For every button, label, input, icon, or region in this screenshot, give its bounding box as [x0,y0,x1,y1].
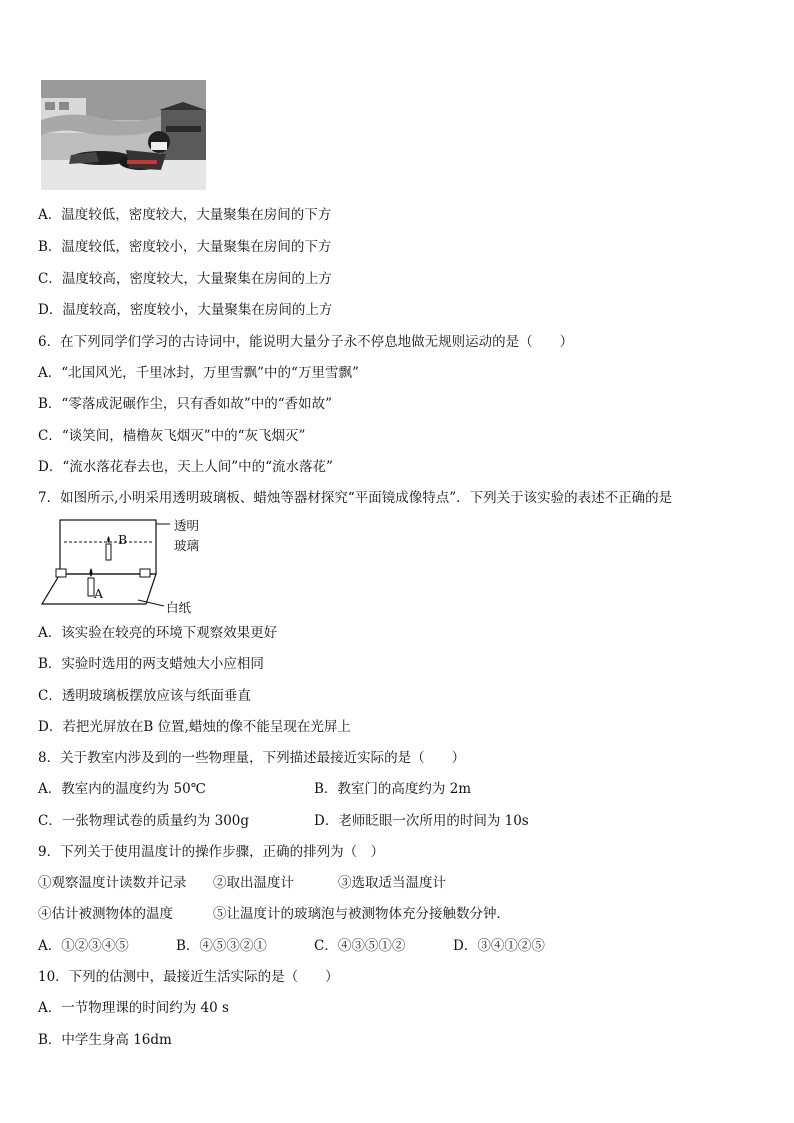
q8-option-d: D．老师眨眼一次所用的时间为 10s [314,813,529,829]
q9-step-3: ③选取适当温度计 [338,875,446,891]
q10-stem: 10．下列的估测中，最接近生活实际的是（ ） [38,969,339,985]
q7-stem: 7．如图所示,小明采用透明玻璃板、蜡烛等器材探究“平面镜成像特点”．下列关于该实验的表述不正确的是 [38,490,673,506]
q6-option-a: A．“北国风光，千里冰封，万里雪飘”中的“万里雪飘” [38,365,359,381]
q10-option-a: A．一节物理课的时间约为 40 s [38,1000,229,1016]
q7-option-a: A．该实验在较亮的环境下观察效果更好 [38,625,278,641]
label-transparent: 透明 [174,518,200,533]
q9-option-a: A．①②③④⑤ [38,938,129,954]
q7-option-d: D．若把光屏放在B 位置,蜡烛的像不能呈现在光屏上 [38,719,351,735]
label-white-paper: 白纸 [166,600,192,615]
q8-stem: 8．关于教室内涉及到的一些物理量，下列描述最接近实际的是（ ） [38,750,466,766]
q6-option-b: B．“零落成泥碾作尘，只有香如故”中的“香如故” [38,396,333,412]
q6-stem: 6．在下列同学们学习的古诗词中，能说明大量分子永不停息地做无规则运动的是（ ） [38,334,574,350]
q7-option-c: C．透明玻璃板摆放应该与纸面垂直 [38,688,251,704]
q6-option-d: D．“流水落花春去也，天上人间”中的“流水落花” [38,459,333,475]
label-a: A [94,586,104,601]
q9-step-1: ①观察温度计读数并记录 [38,875,187,891]
q6-option-c: C．“谈笑间，樯橹灰飞烟灭”中的“灰飞烟灭” [38,428,306,444]
q10-option-b: B．中学生身高 16dm [38,1032,172,1048]
q5-option-d: D．温度较高，密度较小，大量聚集在房间的上方 [38,302,333,318]
q9-step-5: ⑤让温度计的玻璃泡与被测物体充分接触数分钟． [213,906,510,922]
q8-option-a: A．教室内的温度约为 50℃ [38,781,206,797]
q8-option-b: B．教室门的高度约为 2m [314,781,472,797]
q7-option-b: B．实验时选用的两支蜡烛大小应相同 [38,656,264,672]
label-b: B [118,532,128,547]
q9-stem: 9．下列关于使用温度计的操作步骤，正确的排列为（ ） [38,844,385,860]
q5-option-b: B．温度较低，密度较小，大量聚集在房间的下方 [38,239,332,255]
q5-option-c: C．温度较高，密度较大，大量聚集在房间的上方 [38,271,332,287]
q5-option-a: A．温度较低，密度较大，大量聚集在房间的下方 [38,207,332,223]
q8-option-c: C．一张物理试卷的质量约为 300g [38,813,250,829]
q9-option-c: C．④③⑤①② [314,938,406,954]
q9-option-d: D．③④①②⑤ [453,938,545,954]
mirror-experiment-diagram [36,514,216,614]
q9-step-2: ②取出温度计 [213,875,294,891]
q9-option-b: B．④⑤③②① [176,938,267,954]
label-glass: 玻璃 [174,538,200,553]
fire-escape-photo [41,80,206,190]
q9-step-4: ④估计被测物体的温度 [38,906,173,922]
